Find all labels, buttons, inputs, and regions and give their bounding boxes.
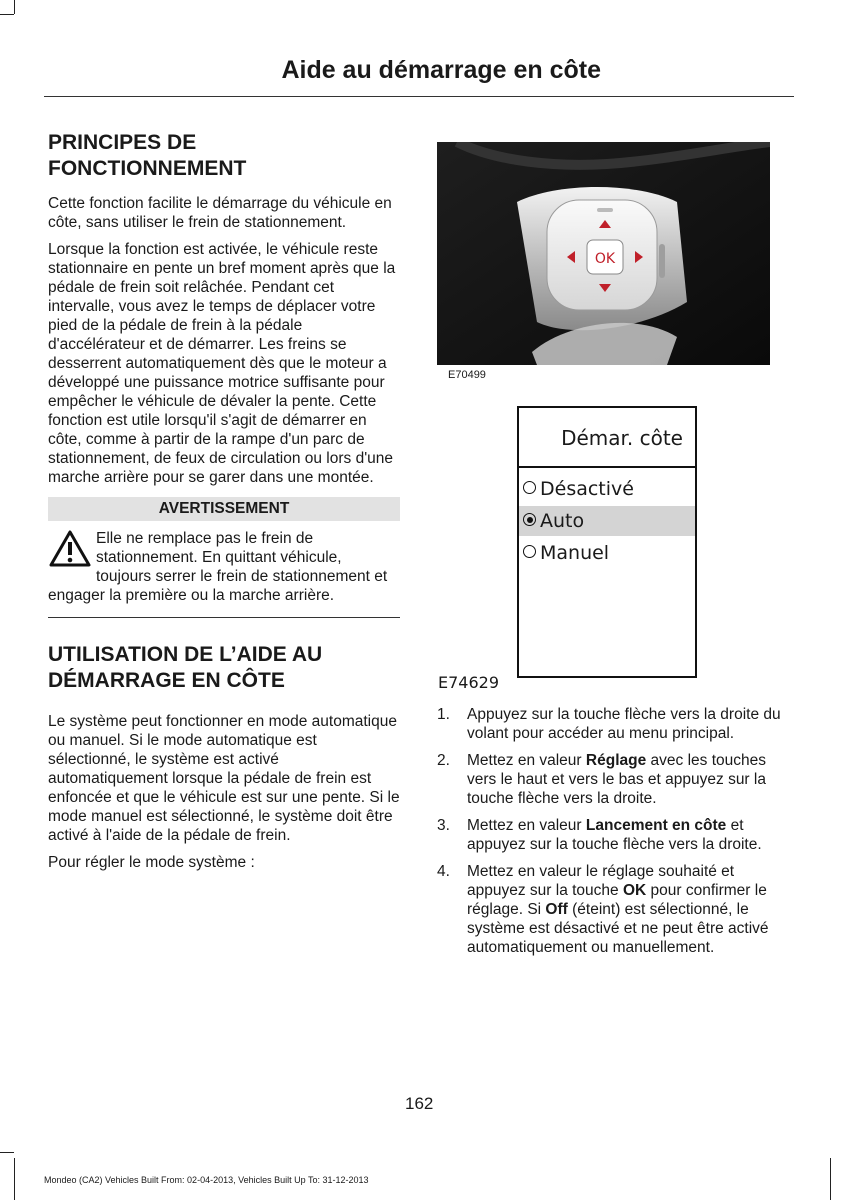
page-header-title: Aide au démarrage en côte <box>281 56 601 84</box>
steps-list <box>437 705 792 965</box>
step-text: Mettez en valeur le réglage souhaité et appuyez sur la touche OK pour confirmer le réglage. Si Off (éteint) est sélectionné, le système est désactivé et ne peut être activé automatiquement ou manuellement. <box>467 863 769 956</box>
option-label: Manuel <box>540 542 610 564</box>
left-column <box>48 130 400 880</box>
step-number: 2. <box>437 752 450 769</box>
option-desactive <box>519 474 695 504</box>
step-number: 1. <box>437 706 450 723</box>
radio-unselected-icon <box>523 545 536 558</box>
header-divider <box>44 96 794 97</box>
screen-title: Démar. côte <box>561 426 683 450</box>
option-label: Désactivé <box>540 478 634 500</box>
figure-code-wheel: E70499 <box>448 369 486 381</box>
warning-body <box>48 529 400 605</box>
paragraph-set-mode: Pour régler le mode système : <box>48 854 255 871</box>
step-number: 3. <box>437 817 450 834</box>
radio-unselected-icon <box>523 481 536 494</box>
list-item <box>437 705 792 743</box>
paragraph-intro: Cette fonction facilite le démarrage du véhicule en côte, sans utiliser le frein de stationnement. <box>48 195 392 231</box>
crop-mark <box>14 1158 15 1200</box>
paragraph-modes: Le système peut fonctionner en mode automatique ou manuel. Si le mode automatique est sélectionné, le système est activé automatiquement lorsque la pédale de frein est enfoncée et que le véhicule est sur une pente. Si le mode manuel est sélectionné, le système doit être activé à l'aide de la pédale de frein. <box>48 713 400 844</box>
crop-mark <box>830 1158 831 1200</box>
option-auto <box>519 506 695 536</box>
warning-triangle-icon <box>48 529 92 569</box>
page-footer: Mondeo (CA2) Vehicles Built From: 02-04-2013, Vehicles Built Up To: 31-12-2013 <box>44 1175 369 1185</box>
warning-text: Elle ne remplace pas le frein de stationnement. En quittant véhicule, toujours serrer le frein de stationnement et engager la première ou la marche arrière. <box>48 530 388 604</box>
crop-mark <box>14 0 15 14</box>
step-text: Mettez en valeur Lancement en côte et appuyez sur la touche flèche vers la droite. <box>467 817 762 853</box>
warning-box <box>48 497 400 618</box>
paragraph-description: Lorsque la fonction est activée, le véhicule reste stationnaire en pente un bref moment après que la pédale de frein soit relâchée. Pendant cet intervalle, vous avez le temps de déplacer votre pied de la pédale de frein à la pédale d'accélérateur et de démarrer. Les freins se desserrent automatiquement dès que le moteur a développé une puissance motrice suffisante pour empêcher le véhicule de dévaler la pente. Cette fonction est utile lorsqu'il s'agit de démarrer en côte, comme à partir de la rampe d'un parc de stationnement, de feux de circulation ou lors d'une marche arrière pour se garer dans une montée. <box>48 241 396 486</box>
ok-button-label: OK <box>594 251 616 267</box>
section-title-principes: PRINCIPES DE FONCTIONNEMENT <box>48 131 247 180</box>
option-label: Auto <box>540 510 585 532</box>
list-item <box>437 862 792 957</box>
display-screen-illustration <box>517 406 697 678</box>
crop-mark <box>0 14 14 15</box>
radio-selected-icon <box>523 513 536 526</box>
page-number: 162 <box>405 1094 434 1113</box>
section-title-utilisation: UTILISATION DE L’AIDE AU DÉMARRAGE EN CÔTE <box>48 643 323 692</box>
steering-wheel-illustration <box>437 142 770 365</box>
crop-mark <box>0 1152 14 1153</box>
warning-heading: AVERTISSEMENT <box>48 497 400 521</box>
list-item <box>437 751 792 808</box>
screen-divider <box>519 466 695 468</box>
figure-code-screen: E74629 <box>438 673 500 692</box>
step-text: Appuyez sur la touche flèche vers la droite du volant pour accéder au menu principal. <box>467 706 781 742</box>
step-text: Mettez en valeur Réglage avec les touches vers le haut et vers le bas et appuyez sur la touche flèche vers la droite. <box>467 752 766 807</box>
option-manuel <box>519 538 695 568</box>
step-number: 4. <box>437 863 450 880</box>
list-item <box>437 816 792 854</box>
warning-divider <box>48 617 400 618</box>
